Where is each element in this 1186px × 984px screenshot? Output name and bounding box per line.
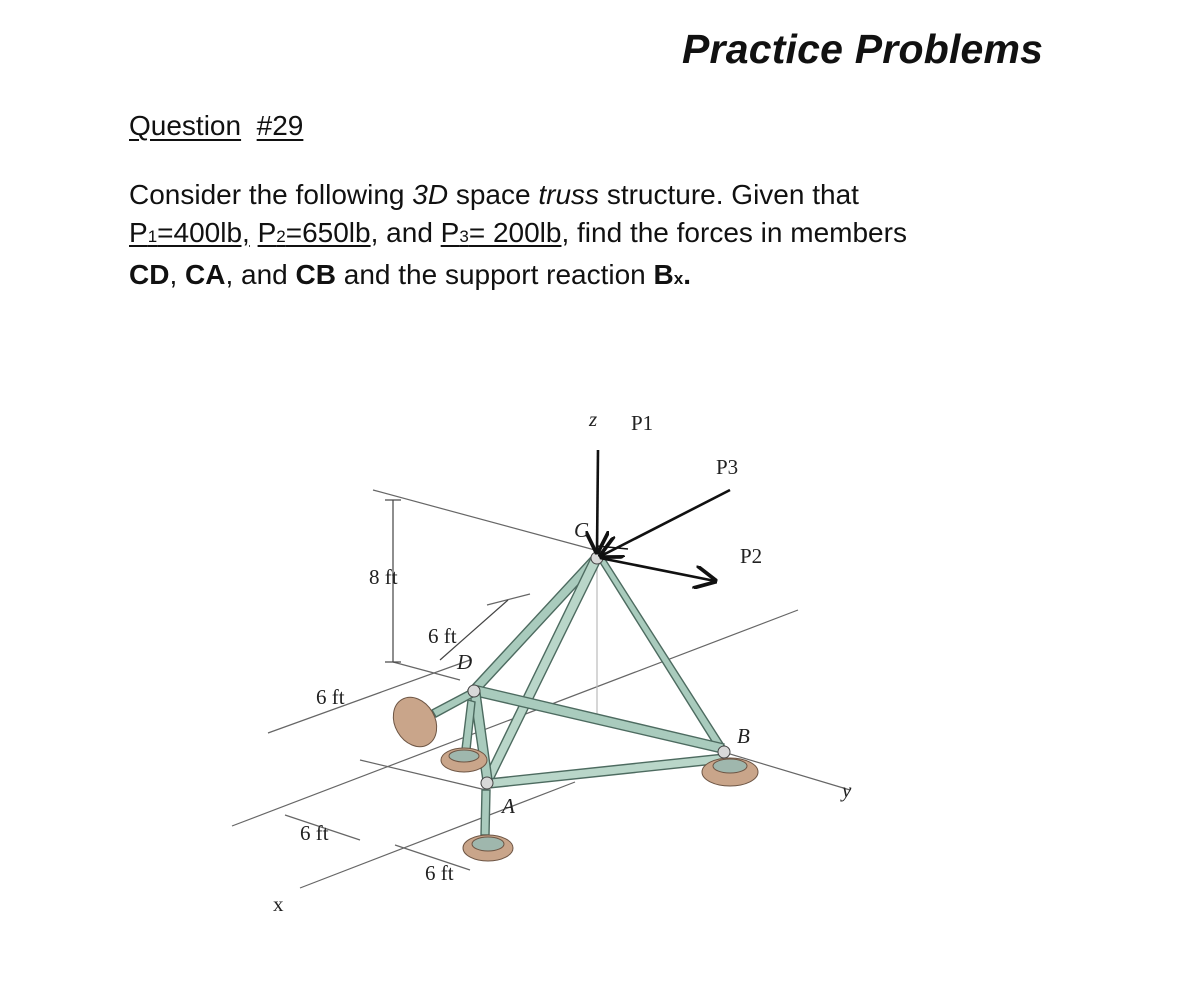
joint-a-label: A: [502, 794, 515, 818]
p1-arrow: [597, 450, 598, 552]
prompt-text: , find the forces in members: [561, 217, 907, 248]
y-axis-label: y: [842, 778, 852, 802]
member-ab: [489, 754, 724, 788]
dim-6ft-bottom-left-label: 6 ft: [300, 821, 329, 845]
load-p1: P1=400lb,: [129, 217, 250, 248]
member-ca: [484, 558, 600, 782]
member-ca: CA: [185, 259, 226, 290]
prompt-truss: truss: [538, 179, 600, 210]
prompt-3d: 3D: [412, 179, 449, 210]
prompt-text: space: [448, 179, 539, 210]
member-cb: CB: [295, 259, 336, 290]
dim-8ft-label: 8 ft: [369, 565, 398, 589]
load-p2: P2=650lb: [257, 217, 371, 248]
prompt-text: structure. Given that: [599, 179, 859, 210]
z-axis-label: z: [589, 407, 598, 431]
prompt-text: , and: [370, 217, 441, 248]
member-a-support: [481, 790, 490, 835]
reaction-bx: Bx.: [653, 259, 692, 290]
dim-6ft-left-label: 6 ft: [316, 685, 345, 709]
page-title: Practice Problems: [682, 26, 1044, 72]
p3-arrow: [601, 490, 730, 556]
dim-6ft-d-label: 6 ft: [428, 624, 457, 648]
p1-label: P1: [631, 411, 654, 435]
prompt-text: Consider the following: [129, 179, 413, 210]
problem-statement: Consider the following 3D space truss structure. Given that P1=400lb, P2=650lb, and P3= 200lb, find the forces in members CD, CA, and CB and the support reaction Bx.: [129, 179, 907, 290]
support-wall: [385, 689, 446, 754]
question-label: Question: [129, 110, 242, 141]
member-d-support: [462, 700, 475, 750]
p3-label: P3: [716, 455, 739, 479]
joint-b-label: B: [737, 724, 750, 748]
dim-6ft-bottom-label: 6 ft: [425, 861, 454, 885]
question-number: #29: [256, 110, 304, 141]
member-cd: CD: [129, 259, 170, 290]
p2-label: P2: [740, 544, 763, 568]
load-p3: P3= 200lb: [440, 217, 562, 248]
x-axis-label: x: [273, 892, 284, 916]
joint-c-label: C: [574, 518, 589, 542]
joint-d-label: D: [457, 650, 473, 674]
load-arrows: [597, 450, 730, 581]
